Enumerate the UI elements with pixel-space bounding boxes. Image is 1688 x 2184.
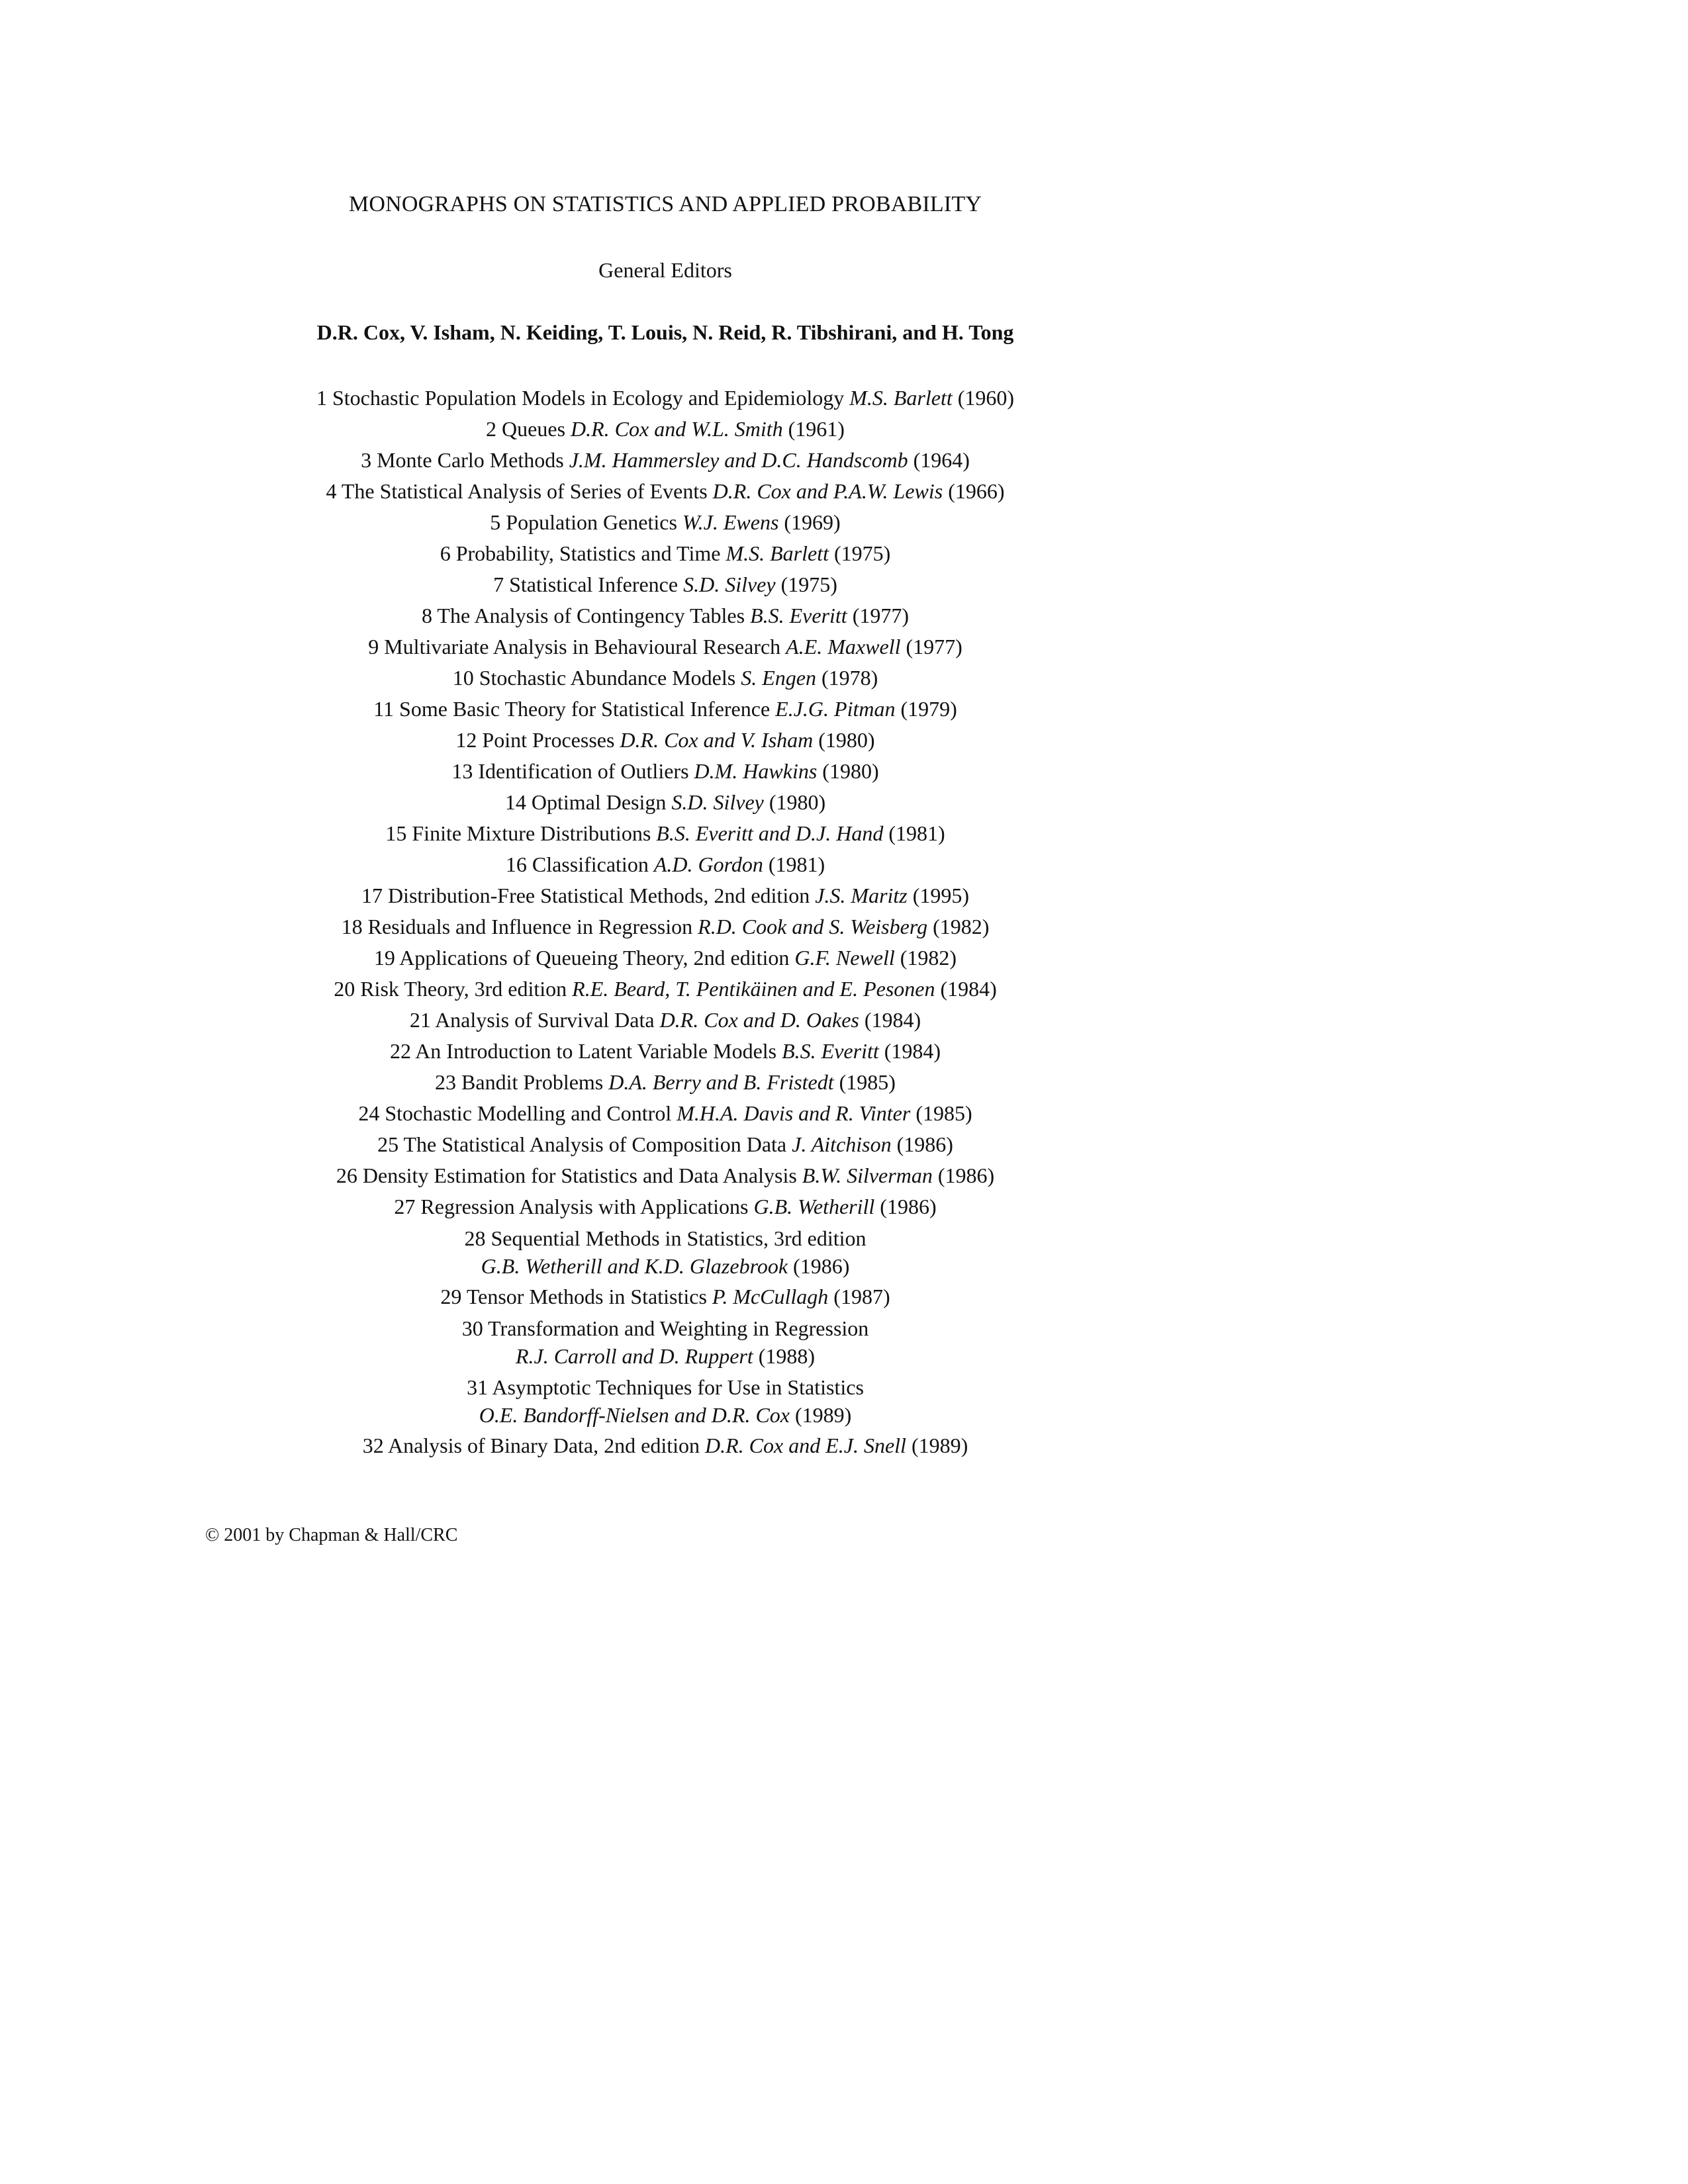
- monograph-authors: M.H.A. Davis and R. Vinter: [677, 1101, 911, 1125]
- monograph-number: 32: [362, 1433, 384, 1457]
- monograph-entry: [291, 507, 1039, 538]
- monograph-authors: P. McCullagh: [712, 1285, 829, 1308]
- monograph-entry: [291, 880, 1039, 911]
- monograph-number: 25: [377, 1132, 399, 1156]
- monograph-year: (1980): [818, 728, 875, 752]
- monograph-entry: [291, 694, 1039, 725]
- monograph-authors: W.J. Ewens: [682, 510, 779, 534]
- monograph-number: 8: [421, 604, 432, 627]
- monograph-entry: [291, 1129, 1039, 1160]
- monograph-number: 17: [361, 884, 383, 907]
- monograph-entry: [291, 1067, 1039, 1098]
- monograph-year: (1969): [784, 510, 841, 534]
- monograph-title: Sequential Methods in Statistics, 3rd edition: [491, 1226, 867, 1250]
- monograph-year: (1986): [880, 1195, 937, 1218]
- monograph-title: Analysis of Survival Data: [435, 1008, 655, 1032]
- series-title: MONOGRAPHS ON STATISTICS AND APPLIED PROBABILITY: [348, 192, 982, 216]
- monograph-entry: [291, 1281, 1039, 1312]
- monograph-title: Asymptotic Techniques for Use in Statistics: [492, 1375, 864, 1399]
- editors-names: D.R. Cox, V. Isham, N. Keiding, T. Louis, N. Reid, R. Tibshirani, and H. Tong: [316, 320, 1014, 344]
- monograph-title: The Statistical Analysis of Series of Events: [341, 479, 708, 503]
- monograph-number: 9: [368, 635, 379, 659]
- monograph-year: (1975): [780, 572, 837, 596]
- monograph-title: Probability, Statistics and Time: [455, 541, 721, 565]
- monograph-authors: B.S. Everitt and D.J. Hand: [656, 821, 884, 845]
- monograph-entry: [291, 1191, 1039, 1222]
- monograph-year: (1985): [915, 1101, 972, 1125]
- monograph-entry: [291, 569, 1039, 600]
- monograph-authors: J. Aitchison: [792, 1132, 892, 1156]
- monograph-number: 3: [361, 448, 372, 472]
- monograph-number: 15: [385, 821, 407, 845]
- monograph-authors: B.S. Everitt: [782, 1039, 879, 1063]
- monograph-year: (1986): [896, 1132, 953, 1156]
- monograph-year: (1960): [957, 386, 1015, 410]
- monograph-authors: G.B. Wetherill: [753, 1195, 875, 1218]
- monograph-number: 4: [326, 479, 337, 503]
- monograph-year: (1984): [864, 1008, 921, 1032]
- monograph-number: 13: [451, 759, 473, 783]
- monograph-entry: [291, 756, 1039, 787]
- monograph-year: (1982): [933, 915, 990, 938]
- monograph-year: (1961): [788, 417, 845, 441]
- monograph-year: (1982): [900, 946, 957, 970]
- monograph-title: Tensor Methods in Statistics: [466, 1285, 707, 1308]
- monograph-title: Stochastic Abundance Models: [479, 666, 736, 690]
- monograph-authors: D.R. Cox and V. Isham: [620, 728, 814, 752]
- monograph-authors: J.S. Maritz: [815, 884, 908, 907]
- monograph-title: Residuals and Influence in Regression: [367, 915, 693, 938]
- monograph-year: (1980): [822, 759, 879, 783]
- monograph-authors: S.D. Silvey: [671, 790, 764, 814]
- monograph-authors: E.J.G. Pitman: [775, 697, 896, 721]
- monograph-year: (1978): [821, 666, 878, 690]
- monograph-entry: [291, 445, 1039, 476]
- monograph-authors: A.E. Maxwell: [786, 635, 901, 659]
- monograph-number: 6: [440, 541, 451, 565]
- monograph-year: (1981): [888, 821, 945, 845]
- monograph-entry: [291, 1005, 1039, 1036]
- monograph-number: 19: [373, 946, 395, 970]
- monograph-number: 10: [452, 666, 474, 690]
- monograph-number: 30: [461, 1316, 483, 1340]
- monograph-title: Multivariate Analysis in Behavioural Research: [384, 635, 781, 659]
- monograph-authors: O.E. Bandorff-Nielsen and D.R. Cox: [479, 1403, 790, 1427]
- monograph-year: (1984): [940, 977, 997, 1001]
- monograph-number: 1: [316, 386, 327, 410]
- monograph-entry: [291, 1371, 1039, 1430]
- monograph-authors: R.E. Beard, T. Pentikäinen and E. Pesonen: [572, 977, 935, 1001]
- monograph-authors: D.R. Cox and D. Oakes: [659, 1008, 859, 1032]
- monograph-entry: [291, 414, 1039, 445]
- monograph-title: Applications of Queueing Theory, 2nd edition: [399, 946, 790, 970]
- monograph-entry: [291, 1312, 1039, 1371]
- monograph-number: 26: [336, 1163, 357, 1187]
- monograph-year: (1981): [768, 852, 825, 876]
- monograph-title: Identification of Outliers: [478, 759, 689, 783]
- monograph-entry: [291, 631, 1039, 662]
- monograph-entry: [291, 725, 1039, 756]
- monograph-authors: D.R. Cox and P.A.W. Lewis: [712, 479, 943, 503]
- monograph-title: Statistical Inference: [509, 572, 679, 596]
- monograph-year: (1988): [758, 1344, 816, 1368]
- monograph-entry: [291, 662, 1039, 694]
- monograph-entry: [291, 974, 1039, 1005]
- monograph-authors: J.M. Hammersley and D.C. Handscomb: [569, 448, 908, 472]
- monograph-title: Risk Theory, 3rd edition: [360, 977, 567, 1001]
- monograph-title: Classification: [532, 852, 649, 876]
- monograph-entry: [291, 1222, 1039, 1281]
- monograph-title: Population Genetics: [506, 510, 677, 534]
- monograph-entry: [291, 1036, 1039, 1067]
- monograph-authors: D.M. Hawkins: [694, 759, 818, 783]
- monograph-entry: [291, 911, 1039, 942]
- monograph-authors: R.D. Cook and S. Weisberg: [698, 915, 928, 938]
- monograph-title: The Analysis of Contingency Tables: [437, 604, 745, 627]
- monograph-number: 18: [341, 915, 363, 938]
- monograph-authors: S.D. Silvey: [683, 572, 776, 596]
- monograph-title: Optimal Design: [531, 790, 667, 814]
- editors-heading: General Editors: [598, 258, 732, 282]
- monograph-authors: G.F. Newell: [794, 946, 895, 970]
- monograph-authors: B.S. Everitt: [750, 604, 847, 627]
- monograph-authors: S. Engen: [741, 666, 816, 690]
- monograph-year: (1975): [833, 541, 891, 565]
- monograph-number: 24: [358, 1101, 380, 1125]
- monograph-entry: [291, 787, 1039, 818]
- monograph-number: 7: [493, 572, 504, 596]
- monograph-entry: [291, 942, 1039, 974]
- monograph-second-line: [291, 1401, 1039, 1429]
- monograph-year: (1987): [833, 1285, 890, 1308]
- monograph-title: Distribution-Free Statistical Methods, 2nd edition: [387, 884, 810, 907]
- monograph-title: Point Processes: [482, 728, 615, 752]
- monograph-number: 2: [486, 417, 497, 441]
- monograph-number: 16: [505, 852, 527, 876]
- monograph-year: (1964): [913, 448, 970, 472]
- monograph-authors: D.A. Berry and B. Fristedt: [608, 1070, 834, 1094]
- monograph-title: Bandit Problems: [461, 1070, 604, 1094]
- monograph-authors: R.J. Carroll and D. Ruppert: [515, 1344, 753, 1368]
- monograph-entry: [291, 538, 1039, 569]
- monograph-number: 31: [467, 1375, 489, 1399]
- monograph-authors: B.W. Silverman: [802, 1163, 933, 1187]
- monograph-entry: [291, 383, 1039, 414]
- monograph-title: An Introduction to Latent Variable Models: [415, 1039, 777, 1063]
- monograph-title: Stochastic Modelling and Control: [385, 1101, 672, 1125]
- monograph-year: (1986): [793, 1254, 850, 1278]
- monograph-number: 14: [504, 790, 526, 814]
- monograph-year: (1977): [906, 635, 962, 659]
- monograph-authors: M.S. Barlett: [726, 541, 829, 565]
- monograph-entry: [291, 600, 1039, 631]
- monograph-number: 22: [389, 1039, 411, 1063]
- monograph-number: 11: [373, 697, 395, 721]
- monograph-number: 28: [464, 1226, 486, 1250]
- monograph-number: 5: [490, 510, 501, 534]
- monograph-entry: [291, 1160, 1039, 1191]
- monograph-entry: [291, 1430, 1039, 1461]
- monograph-year: (1980): [769, 790, 826, 814]
- monograph-title: Density Estimation for Statistics and Data Analysis: [362, 1163, 797, 1187]
- monograph-year: (1984): [884, 1039, 941, 1063]
- monograph-entry: [291, 1098, 1039, 1129]
- monograph-number: 23: [435, 1070, 457, 1094]
- monograph-title: Transformation and Weighting in Regression: [488, 1316, 869, 1340]
- monograph-second-line: [291, 1342, 1039, 1370]
- monograph-number: 27: [394, 1195, 416, 1218]
- monograph-number: 20: [334, 977, 355, 1001]
- monograph-number: 12: [455, 728, 477, 752]
- monograph-authors: D.R. Cox and W.L. Smith: [571, 417, 783, 441]
- monograph-number: 29: [440, 1285, 462, 1308]
- monograph-year: (1989): [911, 1433, 968, 1457]
- monograph-year: (1995): [912, 884, 970, 907]
- monograph-year: (1985): [839, 1070, 896, 1094]
- monograph-title: Regression Analysis with Applications: [420, 1195, 749, 1218]
- monograph-title: Some Basic Theory for Statistical Inference: [399, 697, 771, 721]
- monograph-title: Queues: [502, 417, 566, 441]
- copyright-notice: © 2001 by Chapman & Hall/CRC: [205, 1525, 458, 1545]
- monograph-authors: D.R. Cox and E.J. Snell: [705, 1433, 906, 1457]
- monograph-authors: M.S. Barlett: [849, 386, 953, 410]
- monograph-entry: [291, 849, 1039, 880]
- monograph-title: Stochastic Population Models in Ecology and Epidemiology: [332, 386, 845, 410]
- monograph-year: (1966): [948, 479, 1005, 503]
- monograph-authors: A.D. Gordon: [653, 852, 763, 876]
- monograph-entry: [291, 476, 1039, 507]
- monograph-entry: [291, 818, 1039, 849]
- monograph-authors: G.B. Wetherill and K.D. Glazebrook: [481, 1254, 788, 1278]
- monograph-title: Analysis of Binary Data, 2nd edition: [387, 1433, 700, 1457]
- monograph-title: Finite Mixture Distributions: [412, 821, 651, 845]
- monograph-number: 21: [409, 1008, 431, 1032]
- monograph-list: [291, 383, 1039, 1461]
- monograph-year: (1977): [852, 604, 909, 627]
- monograph-title: The Statistical Analysis of Composition Data: [403, 1132, 787, 1156]
- monograph-title: Monte Carlo Methods: [377, 448, 564, 472]
- monograph-year: (1986): [937, 1163, 995, 1187]
- monograph-year: (1989): [794, 1403, 852, 1427]
- monograph-year: (1979): [900, 697, 957, 721]
- monograph-second-line: [291, 1252, 1039, 1280]
